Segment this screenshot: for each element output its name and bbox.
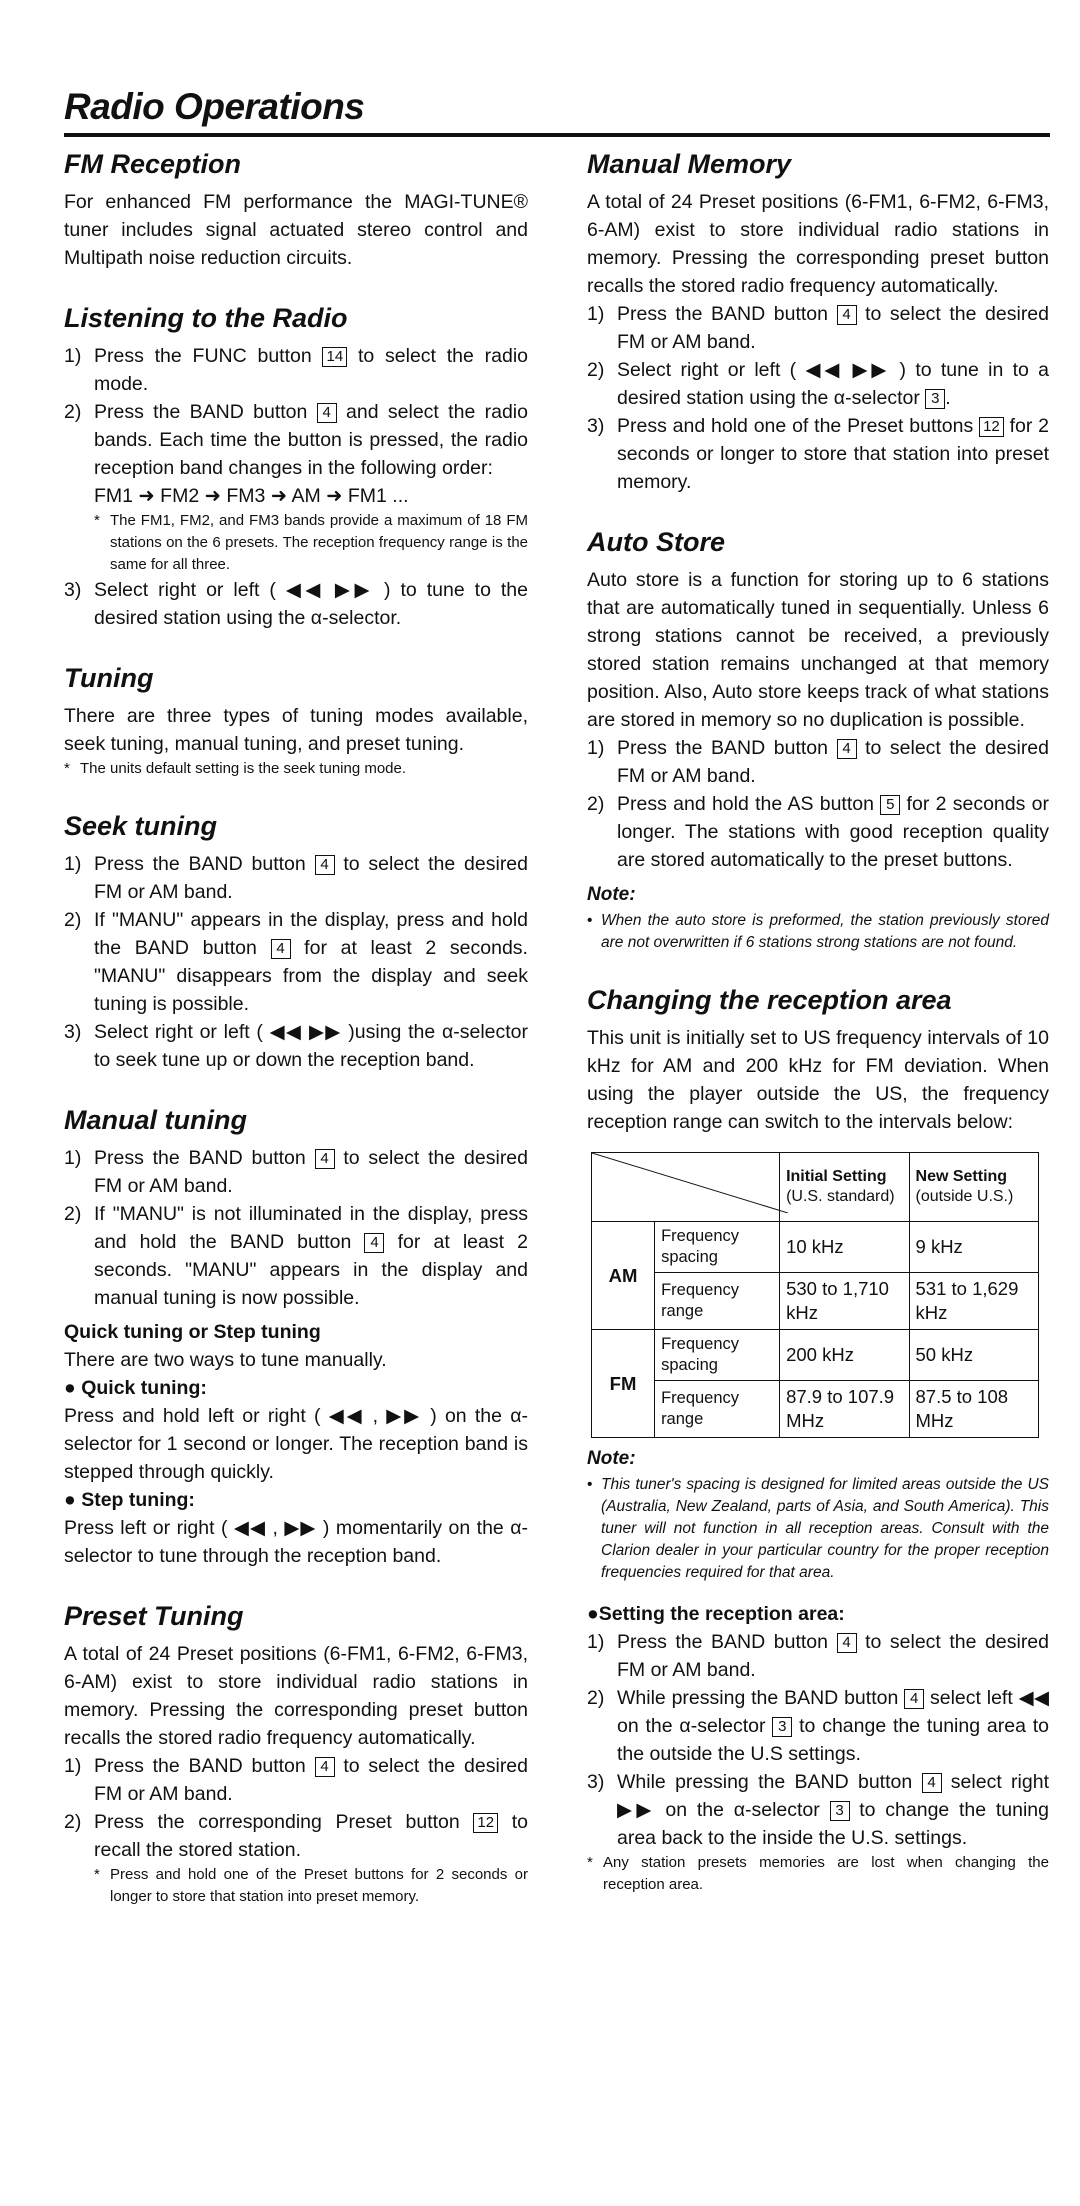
list-item: 2) If "MANU" is not illuminated in the display, press and hold the BAND button 4 for at least 2 seconds. "MANU" appears in the display and manual tuning is now possible. (64, 1203, 528, 1309)
table-row: FM Frequency spacing 200 kHz 50 kHz (592, 1330, 1039, 1381)
manual-memory-steps (587, 300, 1049, 496)
table-row: Frequency range 530 to 1,710 kHz 531 to 1,629 kHz (592, 1273, 1039, 1330)
reception-footnote: * Any station presets memories are lost when changing the reception area. (587, 1854, 1049, 1893)
list-item: 2) Press and hold the AS button 5 for 2 seconds or longer. The stations with good reception quality are stored automatically to the preset buttons. (587, 793, 1050, 871)
list-item: 1) Press the BAND button 4 to select the desired FM or AM band. (587, 303, 1049, 353)
manual-memory-heading: Manual Memory (587, 149, 792, 179)
reception-area-body: This unit is initially set to US frequency intervals of 10 kHz for AM and 200 kHz for FM deviation. When using the player outside the US, the frequency reception range can switch to the intervals below: (587, 1027, 1049, 1133)
list-item: 1) Press the BAND button 4 to select the desired FM or AM band. (64, 1147, 528, 1197)
auto-store-note-title: Note: (587, 884, 636, 905)
list-item: 2) Press the corresponding Preset button 12 to recall the stored station. * Press and hold one of the Preset buttons for 2 seconds or longer to store that station into preset memory. (64, 1808, 528, 1908)
button-number-box: 3 (925, 389, 945, 409)
button-number-box: 4 (837, 739, 857, 759)
button-number-box: 14 (322, 347, 347, 367)
seek-steps (64, 850, 528, 1074)
button-number-box: 4 (837, 1633, 857, 1653)
manual-tuning-heading: Manual tuning (64, 1105, 247, 1135)
page-title: Radio Operations (64, 86, 365, 127)
auto-store-note: • When the auto store is preformed, the station previously stored are not overwritten if 6 stations strong stations are not found. (587, 912, 1049, 951)
step-tuning-body: Press left or right ( ◀◀ , ▶▶ ) momentarily on the α-selector to tune through the reception band. (64, 1517, 528, 1567)
button-number-box: 12 (979, 417, 1004, 437)
button-number-box: 5 (880, 795, 900, 815)
left-column (64, 148, 528, 1908)
button-number-box: 12 (473, 1813, 498, 1833)
tuning-footnote: * The units default setting is the seek tuning mode. (64, 760, 407, 777)
col-new-header: New Setting (outside U.S.) (909, 1153, 1038, 1222)
list-item: 2) If "MANU" appears in the display, press and hold the BAND button 4 for at least 2 seconds. "MANU" disappears from the display and seek tuning is possible. (64, 909, 528, 1015)
col-initial-header: Initial Setting (U.S. standard) (780, 1153, 909, 1222)
reception-area-heading: Changing the reception area (587, 985, 952, 1015)
step-tuning-title: ● Step tuning: (64, 1489, 195, 1511)
button-number-box: 4 (837, 305, 857, 325)
manual-memory-body: A total of 24 Preset positions (6-FM1, 6-FM2, 6-FM3, 6-AM) exist to store individual radio stations in memory. Pressing the corresponding preset button recalls the stored radio frequency automatically. (587, 191, 1049, 297)
fm-reception-heading: FM Reception (64, 149, 242, 179)
button-number-box: 3 (772, 1717, 792, 1737)
setting-area-title: ●Setting the reception area: (587, 1603, 845, 1625)
button-number-box: 4 (315, 1757, 335, 1777)
list-item: 3) While pressing the BAND button 4 select right ▶▶ on the α-selector 3 to change the tuning area back to the inside the U.S. settings. (587, 1771, 1049, 1849)
list-item: 1) Press the BAND button 4 to select the desired FM or AM band. (587, 1631, 1049, 1681)
table-corner (592, 1153, 780, 1222)
quick-tuning-body: Press and hold left or right ( ◀◀ , ▶▶ ) on the α-selector for 1 second or longer. The reception band is stepped through quickly. (64, 1405, 528, 1483)
list-item: 2) Press the BAND button 4 and select the radio bands. Each time the button is pressed, the radio reception band changes in the following order: FM1 ➜ FM2 ➜ FM3 ➜ AM ➜ FM1 ... * The FM1, FM2, and FM3 bands provide a maximum of 18 FM stations on the 6 presets. The reception frequency range is the same for all three. (64, 398, 528, 576)
button-number-box: 4 (317, 403, 337, 423)
button-number-box: 4 (315, 1149, 335, 1169)
am-group: AM (592, 1222, 655, 1330)
auto-store-body: Auto store is a function for storing up to 6 stations that are automatically tuned in sequentially. Unless 6 strong stations cannot be received, a previously stored station remains unchanged at that memory position. Also, Auto store keeps track of what stations are stored in memory so no duplication is possible. (587, 569, 1049, 731)
quick-tuning-title: ● Quick tuning: (64, 1377, 207, 1399)
seek-heading: Seek tuning (64, 811, 218, 841)
preset-footnote: * Press and hold one of the Preset buttons for 2 seconds or longer to store that station into preset memory. (94, 1866, 528, 1905)
tuning-heading: Tuning (64, 663, 154, 693)
button-number-box: 4 (922, 1773, 942, 1793)
tuning-body: There are three types of tuning modes available, seek tuning, manual tuning, and preset tuning. (64, 705, 528, 755)
band-footnote: * The FM1, FM2, and FM3 bands provide a maximum of 18 FM stations on the 6 presets. The reception frequency range is the same for all three. (94, 512, 528, 573)
list-item: 2) While pressing the BAND button 4 select left ◀◀ on the α-selector 3 to change the tuning area to the outside the U.S settings. (587, 1687, 1049, 1765)
quick-step-heading: Quick tuning or Step tuning (64, 1321, 321, 1343)
auto-store-heading: Auto Store (587, 527, 725, 557)
right-column (587, 148, 1049, 1896)
list-item: 3) Select right or left ( ◀◀ ▶▶ ) to tune to the desired station using the α-selector. (64, 579, 528, 629)
preset-tuning-body: A total of 24 Preset positions (6-FM1, 6-FM2, 6-FM3, 6-AM) exist to store individual radio stations in memory. Pressing the corresponding preset button recalls the stored radio frequency automatically. (64, 1643, 528, 1749)
button-number-box: 4 (904, 1689, 924, 1709)
setting-area-steps (587, 1628, 1049, 1852)
list-item: 3) Press and hold one of the Preset buttons 12 for 2 seconds or longer to store that station into preset memory. (587, 415, 1049, 493)
table-row: Frequency range 87.9 to 107.9 MHz 87.5 to 108 MHz (592, 1381, 1039, 1438)
fm-reception-body: For enhanced FM performance the MAGI-TUNE® tuner includes signal actuated stereo control and Multipath noise reduction circuits. (64, 191, 528, 269)
button-number-box: 4 (364, 1233, 384, 1253)
reception-note: • This tuner's spacing is designed for limited areas outside the US (Australia, New Zealand, parts of Asia, and South America). This tuner will not function in all reception areas. Consult with the Clarion dealer in your particular country for the proper reception frequencies required for that area. (587, 1476, 1049, 1581)
preset-tuning-heading: Preset Tuning (64, 1601, 244, 1631)
fm-group: FM (592, 1330, 655, 1438)
listening-steps (64, 342, 528, 632)
title-rule (64, 133, 1050, 137)
corner-diagonal (592, 1153, 788, 1213)
frequency-table (591, 1152, 1039, 1438)
manual-tuning-steps (64, 1144, 528, 1312)
preset-tuning-steps (64, 1752, 528, 1908)
auto-store-steps (587, 734, 1049, 874)
quick-step-body: There are two ways to tune manually. (64, 1349, 387, 1371)
band-order: FM1 ➜ FM2 ➜ FM3 ➜ AM ➜ FM1 ... (94, 485, 409, 507)
list-item: 2) Select right or left ( ◀◀ ▶▶ ) to tune in to a desired station using the α-selector 3 . (587, 359, 1049, 409)
reception-note-title: Note: (587, 1448, 636, 1469)
list-item: 1) Press the BAND button 4 to select the desired FM or AM band. (64, 1755, 528, 1805)
button-number-box: 4 (271, 939, 291, 959)
table-row: AM Frequency spacing 10 kHz 9 kHz (592, 1222, 1039, 1273)
button-number-box: 4 (315, 855, 335, 875)
list-item: 1) Press the BAND button 4 to select the desired FM or AM band. (64, 853, 528, 903)
list-item: 3) Select right or left ( ◀◀ ▶▶ )using the α-selector to seek tune up or down the reception band. (64, 1021, 528, 1071)
list-item: 1) Press the FUNC button 14 to select the radio mode. (64, 345, 528, 395)
list-item: 1) Press the BAND button 4 to select the desired FM or AM band. (587, 737, 1049, 787)
button-number-box: 3 (830, 1801, 850, 1821)
listening-heading: Listening to the Radio (64, 303, 348, 333)
